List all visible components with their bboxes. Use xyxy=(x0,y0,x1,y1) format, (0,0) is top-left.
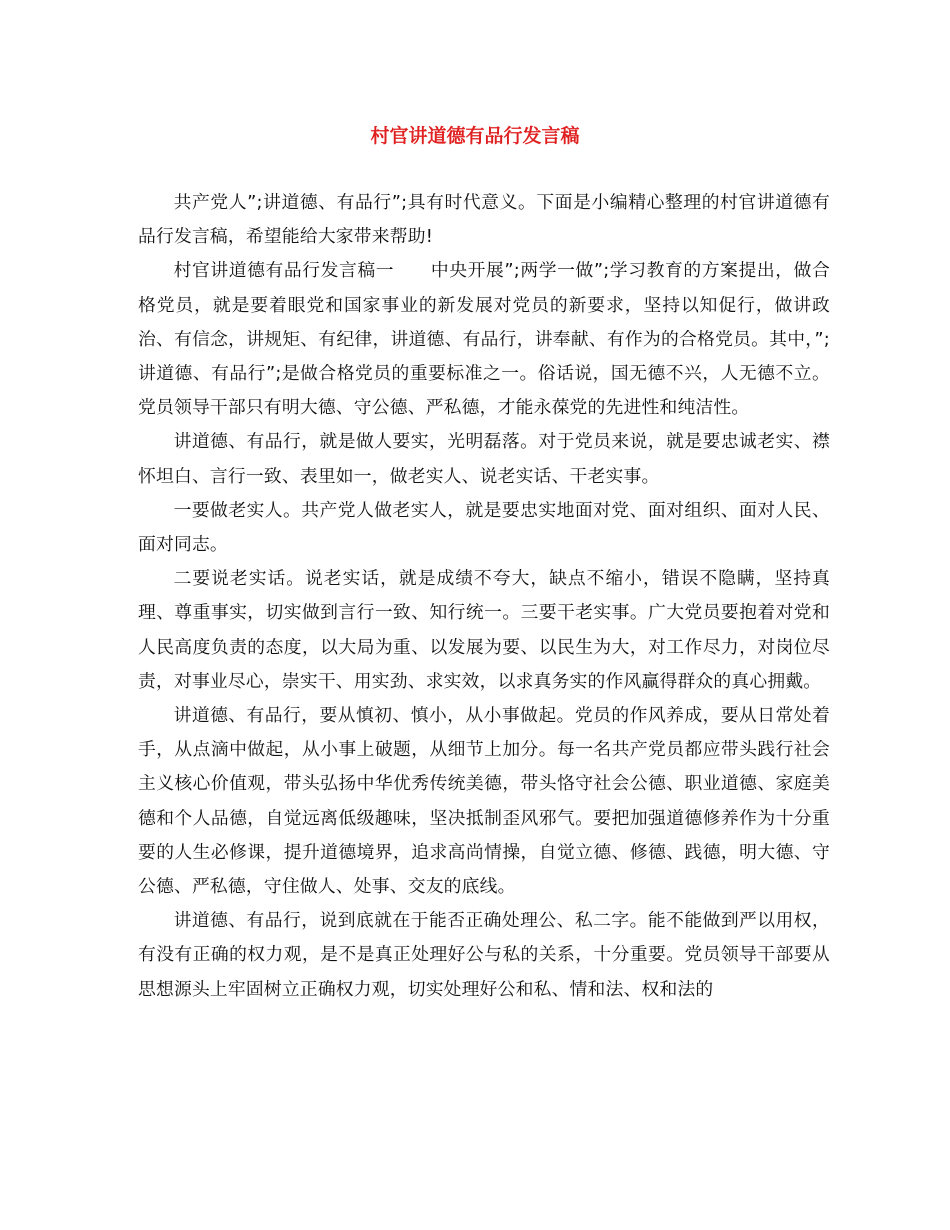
paragraph-speech-one: 村官讲道德有品行发言稿一 中央开展”;两学一做”;学习教育的方案提出，做合格党员，就是要着眼党和国家事业的新发展对党员的新要求，坚持以知促行，做讲政治、有信念，讲规矩、有纪律，讲道德、有品行，讲奉献、有作为的合格党员。其中，”;讲道德、有品行”;是做合格党员的重要标准之一。俗话说，国无德不兴，人无德不立。党员领导干部只有明大德、守公德、严私德，才能永葆党的先进性和纯洁性。 xyxy=(138,260,830,419)
document-body xyxy=(138,186,830,1007)
paragraph-first-point: 一要做老实人。共产党人做老实人，就是要忠实地面对党、面对组织、面对人民、面对同志。 xyxy=(138,499,830,556)
paragraph-be-honest: 讲道德、有品行，就是做人要实，光明磊落。对于党员来说，就是要忠诚老实、襟怀坦白、言行一致、表里如一，做老实人、说老实话、干老实事。 xyxy=(138,431,830,487)
document-title: 村官讲道德有品行发言稿 xyxy=(370,125,580,147)
paragraph-small-things: 讲道德、有品行，要从慎初、慎小，从小事做起。党员的作风养成，要从日常处着手，从点滴中做起，从小事上破题，从细节上加分。每一名共产党员都应带头践行社会主义核心价值观，带头弘扬中华优秀传统美德，带头恪守社会公德、职业道德、家庭美德和个人品德，自觉远离低级趣味，坚决抵制歪风邪气。要把加强道德修养作为十分重要的人生必修课，提升道德境界，追求高尚情操，自觉立德、修德、践德，明大德、守公德、严私德，守住做人、处事、交友的底线。 xyxy=(138,705,830,898)
paragraph-intro: 共产党人”;讲道德、有品行”;具有时代意义。下面是小编精心整理的村官讲道德有品行发言稿，希望能给大家带来帮助! xyxy=(138,192,830,248)
paragraph-public-private: 讲道德、有品行，说到底就在于能否正确处理公、私二字。能不能做到严以用权，有没有正确的权力观，是不是真正处理好公与私的关系，十分重要。党员领导干部要从思想源头上牢固树立正确权力观，切实处理好公和私、情和法、权和法的 xyxy=(138,910,830,1000)
paragraph-second-point: 二要说老实话。说老实话，就是成绩不夸大，缺点不缩小，错误不隐瞒，坚持真理、尊重事实，切实做到言行一致、知行统一。三要干老实事。广大党员要抱着对党和人民高度负责的态度，以大局为重、以发展为要、以民生为大，对工作尽力，对岗位尽责，对事业尽心，崇实干、用实劲、求实效，以求真务实的作风赢得群众的真心拥戴。 xyxy=(138,568,830,692)
